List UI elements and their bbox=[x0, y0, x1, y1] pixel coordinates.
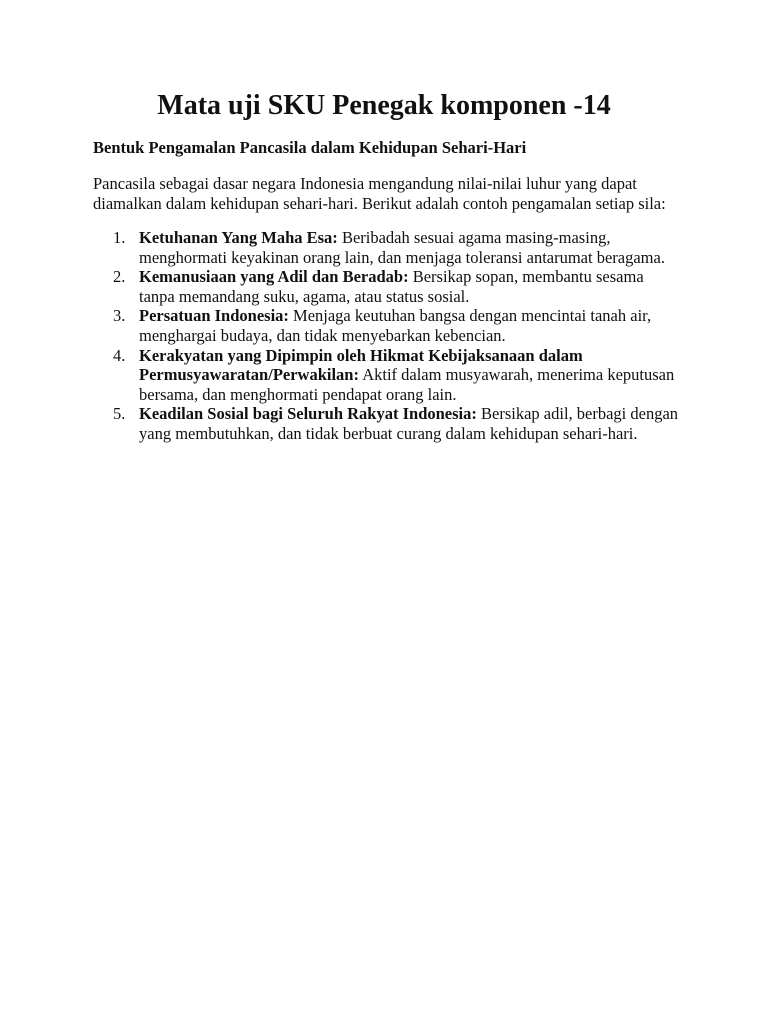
list-item bbox=[93, 346, 683, 405]
sila-name: Persatuan Indonesia: bbox=[139, 306, 289, 326]
sila-list bbox=[93, 228, 683, 444]
document-subtitle: Bentuk Pengamalan Pancasila dalam Kehidupan Sehari-Hari bbox=[93, 138, 527, 157]
list-item-number: 4. bbox=[113, 345, 126, 365]
list-item bbox=[93, 404, 683, 443]
sila-name: Keadilan Sosial bagi Seluruh Rakyat Indonesia: bbox=[139, 404, 477, 424]
document-page bbox=[93, 86, 683, 444]
list-item-number: 3. bbox=[113, 306, 126, 326]
sila-name: Kemanusiaan yang Adil dan Beradab: bbox=[139, 267, 409, 287]
sila-name: Kerakyatan yang Dipimpin oleh Hikmat Kebijaksanaan dalam Permusyawaratan/Perwakilan: bbox=[139, 345, 583, 385]
sila-name: Ketuhanan Yang Maha Esa: bbox=[139, 228, 338, 247]
list-item-number: 5. bbox=[113, 404, 126, 424]
sila-description: Menjaga keutuhan bangsa dengan mencintai tanah air, menghargai budaya, dan tidak menyebarkan kebencian. bbox=[139, 306, 652, 345]
list-item-number: 1. bbox=[113, 228, 126, 247]
intro-paragraph: Pancasila sebagai dasar negara Indonesia mengandung nilai-nilai luhur yang dapat diamalkan dalam kehidupan sehari-hari. Berikut adalah contoh pengamalan setiap sila: bbox=[93, 174, 666, 213]
sila-description: Bersikap sopan, membantu sesama tanpa memandang suku, agama, atau status sosial. bbox=[139, 267, 644, 306]
sila-description: Beribadah sesuai agama masing-masing, menghormati keyakinan orang lain, dan menjaga toleransi antarumat beragama. bbox=[139, 228, 665, 267]
list-item bbox=[93, 306, 683, 345]
sila-description: Bersikap adil, berbagi dengan yang membutuhkan, dan tidak berbuat curang dalam kehidupan sehari-hari. bbox=[139, 404, 679, 443]
document-title: Mata uji SKU Penegak komponen -14 bbox=[157, 90, 611, 121]
sila-description: Aktif dalam musyawarah, menerima keputusan bersama, dan menghormati pendapat orang lain. bbox=[139, 365, 675, 404]
list-item-number: 2. bbox=[113, 267, 126, 287]
list-item bbox=[93, 228, 683, 267]
list-item bbox=[93, 267, 683, 306]
